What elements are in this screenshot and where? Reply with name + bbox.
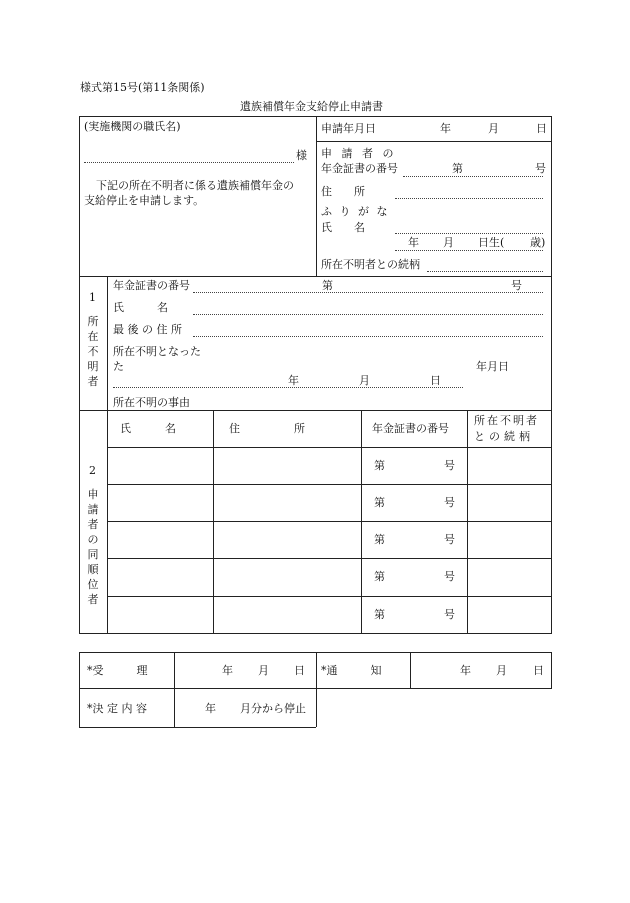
col-divider-3 [467, 410, 468, 634]
office-divider-3 [410, 652, 411, 689]
missing-date-label-line2: た [113, 360, 124, 373]
application-date-day: 日 [536, 122, 547, 135]
office-decision-left [79, 689, 80, 727]
missing-pension-dai: 第 [322, 279, 333, 292]
office-divider-1 [174, 652, 175, 727]
honorific-sama: 様 [296, 149, 307, 162]
received-month: 月 [258, 664, 269, 677]
notice-year: 年 [460, 664, 471, 677]
applicant-pension-number-label: 年金証書の番号 [321, 162, 398, 175]
row-4-go: 号 [444, 570, 455, 583]
row-2-dai: 第 [374, 496, 385, 509]
birth-day-born: 日生( [478, 236, 505, 249]
relation-line [427, 271, 543, 272]
decision-year: 年 [205, 702, 216, 715]
statement-line-2: 支給停止を申請します。 [84, 194, 205, 207]
row-3-dai: 第 [374, 533, 385, 546]
row-1-dai: 第 [374, 459, 385, 472]
section1-side-label: 所在不明者 [87, 315, 99, 388]
section1-bottom [79, 410, 552, 411]
statement-line-1: 下記の所在不明者に係る遺族補償年金の [96, 179, 294, 192]
agency-label: (実施機関の職氏名) [84, 120, 181, 133]
missing-date-month: 月 [359, 374, 370, 387]
col-header-name: 氏 名 [120, 422, 180, 435]
applicant-pension-dai: 第 [452, 162, 463, 175]
missing-name-line [193, 314, 543, 315]
office-divider-2 [316, 652, 317, 727]
col-header-pension-number: 年金証書の番号 [372, 422, 449, 435]
section1-number: 1 [89, 291, 96, 304]
row-5-dai: 第 [374, 608, 385, 621]
section2-side-label: 申請者の同順位者 [87, 488, 99, 606]
application-date-year: 年 [440, 122, 451, 135]
col-divider-2 [361, 410, 362, 634]
col-header-relation-2: との続柄 [474, 430, 534, 443]
received-label: *受 理 [87, 664, 148, 677]
agency-name-line [84, 162, 294, 163]
received-year: 年 [222, 664, 233, 677]
row-divider-2 [107, 521, 552, 522]
row-2-go: 号 [444, 496, 455, 509]
row-3-go: 号 [444, 533, 455, 546]
applicant-name-line [395, 233, 543, 234]
relation-to-missing-label: 所在不明者との続柄 [321, 258, 420, 271]
form-title: 遺族補償年金支給停止申請書 [240, 100, 383, 113]
birth-year: 年 [408, 236, 419, 249]
row-divider-3 [107, 558, 552, 559]
applicant-pension-line [403, 176, 543, 177]
decision-label: *決 定 内 容 [87, 702, 147, 715]
missing-pension-go: 号 [511, 279, 522, 292]
application-date-label: 申請年月日 [321, 122, 376, 135]
applicant-name-label: 氏 名 [321, 221, 365, 234]
top-block-bottom [79, 276, 552, 277]
col-header-address: 住 所 [229, 422, 307, 435]
col-divider-1 [213, 410, 214, 634]
row-1-go: 号 [444, 459, 455, 472]
row-divider-1 [107, 484, 552, 485]
application-date-month: 月 [488, 122, 499, 135]
office-decision-bottom [79, 727, 316, 728]
applicant-pension-go: 号 [535, 162, 546, 175]
applicant-furigana-label: ふ り が な [321, 205, 390, 218]
missing-date-day: 日 [430, 374, 441, 387]
missing-date-ymd: 年月日 [476, 360, 509, 373]
section-side-divider [107, 276, 108, 634]
decision-suffix: 月分から停止 [240, 702, 306, 715]
notice-month: 月 [496, 664, 507, 677]
missing-pension-line [193, 292, 543, 293]
missing-reason-label: 所在不明の事由 [113, 396, 190, 409]
top-vertical-divider [316, 116, 317, 276]
missing-date-label: 所在不明となった [113, 345, 201, 358]
missing-date-line [113, 387, 463, 388]
notice-day: 日 [533, 664, 544, 677]
birth-month: 月 [443, 236, 454, 249]
row-divider-4 [107, 596, 552, 597]
top-right-date-divider [316, 141, 552, 142]
missing-last-address-line [193, 336, 543, 337]
applicant-address-label: 住 所 [321, 185, 365, 198]
received-day: 日 [294, 664, 305, 677]
form-number: 様式第15号(第11条関係) [80, 81, 205, 94]
section2-number: 2 [89, 464, 96, 477]
row-4-dai: 第 [374, 570, 385, 583]
birth-age: 歳) [530, 236, 546, 249]
col-header-relation-1: 所在不明者 [474, 414, 539, 427]
missing-name-label: 氏 名 [113, 301, 168, 314]
row-5-go: 号 [444, 608, 455, 621]
missing-date-year: 年 [288, 374, 299, 387]
row-divider-header [107, 447, 552, 448]
applicant-label: 申 請 者 の [321, 147, 397, 160]
missing-pension-number-label: 年金証書の番号 [113, 279, 190, 292]
applicant-address-line [395, 198, 543, 199]
notice-label: *通 知 [321, 664, 382, 677]
missing-last-address-label: 最 後 の 住 所 [113, 323, 182, 336]
birth-line [395, 250, 543, 251]
